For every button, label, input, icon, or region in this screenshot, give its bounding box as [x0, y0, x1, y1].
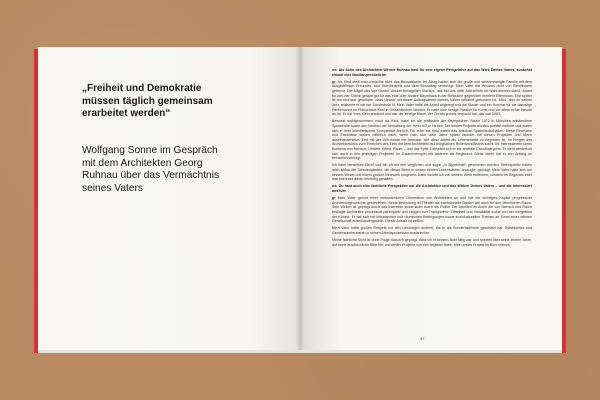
open-book: [34, 47, 566, 353]
interview-question: Als Sohn des Architekten Werner Ruhnau hast Du eine eigene Perspektive auf das Werk Deines Vaters, zunächst einmal eine familiär-persönliche.: [332, 68, 532, 77]
interview-paragraph: [332, 196, 532, 224]
interview-answer: Ich habe denselben Beruf und bin oft mit ihm verglichen und sogar „in Sippenhaft“ genommen worden. Retrospektiv haben mich selbst die Schwierigkeiten, die dieser Beruf in seinen beiden Lebensläufen erzeugte, geprägt. Mein Vater hatte sich bei seinem Wirken mit einem großen Netzwerk umgeben. Dafür konnte ich von seinem Werk entfernen, sondern im Gegenteil eher das Interesse daran lebendig gehalten.: [332, 163, 532, 182]
interview-paragraph: [332, 238, 532, 247]
subtitle-line: mit dem Architekten Georg: [82, 157, 203, 169]
page-stack-edge: [38, 350, 562, 353]
subtitle-line: Wolfgang Sonne im Gespräch: [82, 145, 218, 156]
left-page: [38, 47, 300, 353]
interview-paragraph: [332, 226, 532, 235]
page-number: 47: [420, 336, 425, 341]
book-gutter: [296, 47, 304, 353]
interview-paragraph: [332, 68, 532, 77]
quote-line: müssen täglich gemeinsam: [82, 95, 213, 107]
speaker-initials: ws: [332, 68, 337, 72]
subtitle-line: seines Vaters: [82, 182, 143, 194]
interview-paragraph: [332, 184, 532, 193]
interview-body: [332, 68, 532, 250]
speaker-initials: gr: [332, 196, 336, 201]
interview-answer: Bewusst wahrgenommen, noch als Kind, habe ich die anlässlich der Olympischen Spiele 1972 in München entstandene Spielstraße sowie den Neubau der Verwaltung der Hertz KG in Herten. Die beiden Projekte wurden parallel entführt und waren sich in ihrer künstlerischen Komplexität ähnlich. Für mich als Kind waren das absolute Spielelandschaften. Diese Eindrücke und Erlebnisse wirken natürlich nach, wenn man sich viele Jahre später fachlich mit diesen Projekten und Ideen auseinandersetzt. Erst mit der Zeit wurde mir bewusst, wie diese Arbeit als Lebensweise zu begreifen ist, im Ringen des Architekturbüros zum Erreichen des Ziels mit dem Architekten auf integrativen Rollenverständnis sucht. Ihr Interessierten Ideen Konsens von Mensch, Umwelt, Klima, Raum – und das Spiel. Leitfaden soll er als zentrale Grundkategorie. Er sieht wiederholt sich auch in den jeweiligen Projekten im Zusammenspiel mit anderen als Regisseur. Diese Ideen hat er von Anfang an beharrlich verfolgt.: [332, 119, 532, 161]
speaker-initials: gr: [332, 79, 336, 84]
speaker-initials: ws: [332, 184, 337, 189]
interview-question: Du hast auch eine fachliche Perspektive auf die Architektur und das Wirken Deines Vaters – und die interessiert uns hier.: [332, 184, 532, 193]
book-cover-edge-right: [562, 49, 566, 353]
interview-answer: Mein Vater gehört einer einflussreichen Generation von Architekten an und hat ein wichtiges Kapitel progressiver Architekturgeschichte geschrieben. Seine Bedeutung ist Theater als institutionelle Bauten wie auch für den öffentlichen Raum. Sein Wirken ist geprägt durch das Interesse sowie auch durch die Politik. Die Arbeiten ist durch die von Mensch und Raum bedingte Architektur prozessual partizipativ und zeugen von Transparenz, Offenheit und Variabilität sowie von der Integration der Künste. Er hat sich mit klimatischen und räumlichen Bedingungen sowie soziokulturellen Themen im Sinne einer offenen Gesellschaft auseinandergesetzt. Dieser Ansatz ist zeitlos.: [332, 196, 532, 224]
subtitle-line: Ruhnau über das Vermächtnis: [82, 170, 220, 182]
interview-paragraph: [332, 119, 532, 161]
right-page: [300, 47, 562, 353]
pull-quote: [82, 83, 282, 121]
quote-line: „Freiheit und Demokratie: [82, 83, 202, 94]
article-subtitle: [82, 145, 282, 195]
quote-line: erarbeitet werden“: [82, 108, 171, 119]
interview-answer: Mein Vater hatte großen Respekt vor den Leistungen anderer, die er als Sonderfachleute geschätzt hat. Individuelles und Gemeinsames waren in seinen Arbeitsprozessen austarierbar.: [332, 226, 532, 235]
interview-answer: Meine fachliche Sicht ist ohne Frage dadurch geprägt, dass ich in seinem Büro tätig war und speziell über seine letzten Jahre, auf seine ausdrückliche Bitte hin, mir wieder Projekte von ihm begleitet habe. Mein erstes Projekt im Büro meines: [332, 238, 532, 247]
interview-paragraph: [332, 80, 532, 117]
interview-paragraph: [332, 163, 532, 182]
interview-answer: Als Kind stellt man zunächst nicht das Bewusstsein. Im Alltag haben sich die große und weitverzweigte Familie mit dem ausgedehnten Freundes- und Künstlerkreis und dem Büroalltag vermengt. Mein Vater hat Privates nicht von Beruflichem getrennt. Die Nägel des von Günter Uecker benagelten Klaviers, das bei uns viele Jahrzehnte im Wohnzimmer stand, waren für uns vier Söhne gerade gut für das eine oder andere Baumhaus in der Reihsiche gegenüber meinem Elternhaus. Erst später ist mir bewusst geworden, dass Uecker mit dieser Auftragsarbeit meines Vaters bekannt geworden ist, 1964, also im selben Jahr, reisiserte er bei der Documenta III. Mein Vater hatte die Arbeit angeregt und die Klavier und ein Honorar für die damalige Performance im Planschaus Kohl in Gelsenkirchen bezahlt. Er hatte eine riesige Passion für Kunst und vor allem echte Freude an ihr. Er hat Yves Klein entdeckt und war der einzige Mann, der Christo jemals verpackt hat, das war 1963.: [332, 79, 532, 117]
